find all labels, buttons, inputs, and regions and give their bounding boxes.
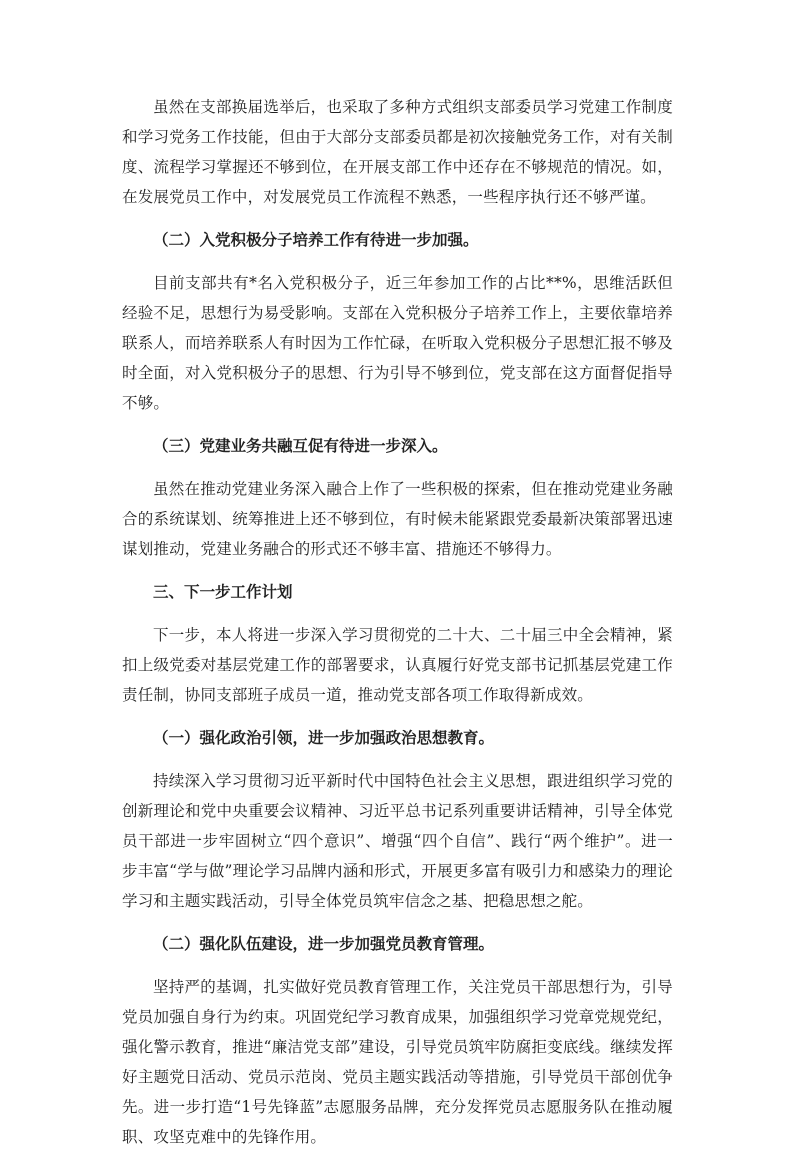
- heading-activist-training: （二）入党积极分子培养工作有待进一步加强。: [153, 230, 479, 249]
- paragraph-branch-member-training: 虽然在支部换届选举后，也采取了多种方式组织支部委员学习党建工作制度和学习党务工作技能，但由于大部分支部委员都是初次接触党务工作，对有关制度、流程学习掌握还不够到位，在开展支部工作中还存在不够规范的情况。如，在发展党员工作中，对发展党员工作流程不熟悉，一些程序执行还不够严谨。: [122, 98, 673, 206]
- heading-team-building: （二）强化队伍建设，进一步加强党员教育管理。: [153, 934, 495, 953]
- paragraph-party-business-integration: 虽然在推动党建业务深入融合上作了一些积极的探索，但在推动党建业务融合的系统谋划、统筹推进上还不够到位，有时候未能紧跟党委最新决策部署迅速谋划推动，党建业务融合的形式还不够丰富、措施还不够得力。: [122, 480, 673, 558]
- heading-party-business-integration: （三）党建业务共融互促有待进一步深入。: [153, 436, 448, 455]
- paragraph-team-building: 坚持严的基调，扎实做好党员教育管理工作，关注党员干部思想行为，引导党员加强自身行为约束。巩固党纪学习教育成果，加强组织学习党章党规党纪，强化警示教育，推进“廉洁党支部”建设，引导党员筑牢防腐拒变底线。继续发挥好主题党日活动、党员示范岗、党员主题实践活动等措施，引导党员干部创优争先。进一步打造“1号先锋蓝”志愿服务品牌，充分发挥党员志愿服务队在推动履职、攻坚克难中的先锋作用。: [122, 978, 673, 1146]
- heading-political-guidance: （一）强化政治引领，进一步加强政治思想教育。: [153, 728, 495, 747]
- paragraph-political-guidance: 持续深入学习贯彻习近平新时代中国特色社会主义思想，跟进组织学习党的创新理论和党中央重要会议精神、习近平总书记系列重要讲话精神，引导全体党员干部进一步牢固树立“四个意识”、增强“四个自信”、践行“两个维护”。进一步丰富“学与做”理论学习品牌内涵和形式，开展更多富有吸引力和感染力的理论学习和主题实践活动，引导全体党员筑牢信念之基、把稳思想之舵。: [122, 772, 673, 910]
- paragraph-activist-training: 目前支部共有*名入党积极分子，近三年参加工作的占比**%，思维活跃但经验不足，思想行为易受影响。支部在入党积极分子培养工作上，主要依靠培养联系人，而培养联系人有时因为工作忙碌，在听取入党积极分子思想汇报不够及时全面，对入党积极分子的思想、行为引导不够到位，党支部在这方面督促指导不够。: [122, 274, 673, 412]
- paragraph-next-steps: 下一步，本人将进一步深入学习贯彻党的二十大、二十届三中全会精神，紧扣上级党委对基层党建工作的部署要求，认真履行好党支部书记抓基层党建工作责任制，协同支部班子成员一道，推动党支部各项工作取得新成效。: [122, 626, 673, 704]
- heading-next-steps: 三、下一步工作计划: [153, 582, 293, 601]
